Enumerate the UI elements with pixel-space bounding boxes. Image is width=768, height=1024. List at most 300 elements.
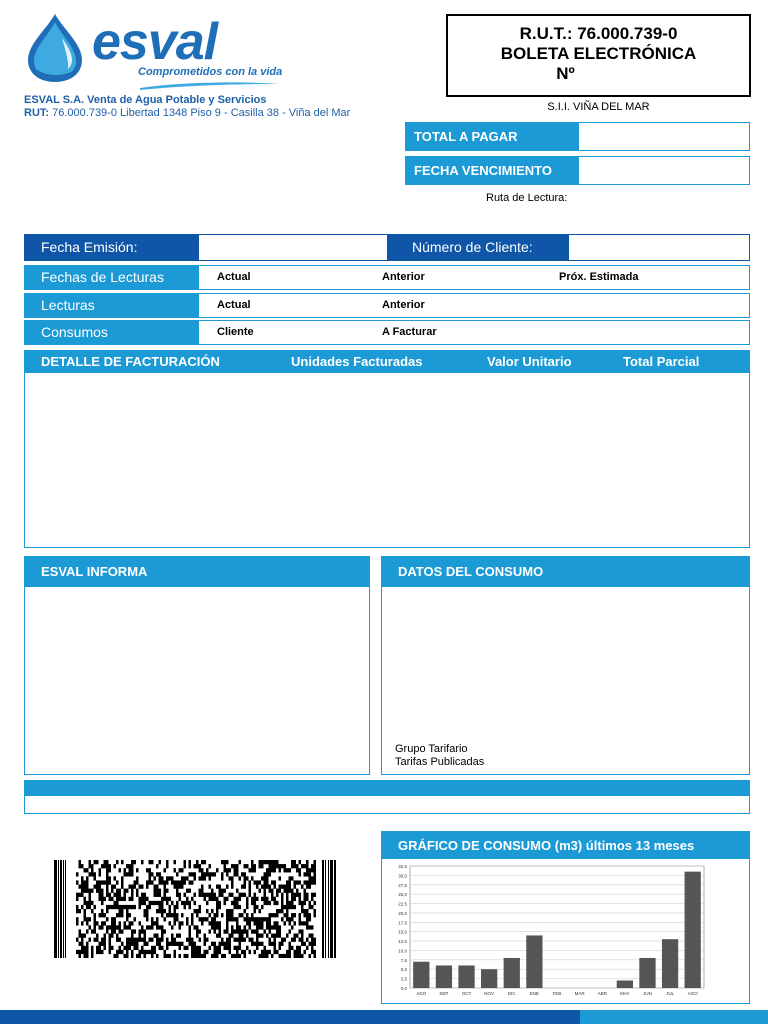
barcode-module [309,942,312,946]
barcode-module [224,954,227,958]
barcode-module [154,889,157,893]
barcode-module [306,885,309,889]
barcode-module [151,925,154,929]
barcode-module [161,938,164,942]
barcode-module [186,901,189,905]
chart-bar [662,939,678,988]
barcode-module [99,893,102,897]
barcode-module [174,917,177,921]
barcode-module [86,905,89,909]
consumos-label: Consumos [25,321,199,344]
barcode-module [96,889,99,893]
fecha-vencimiento-label: FECHA VENCIMIENTO [406,157,579,184]
barcode-module [159,905,162,909]
barcode-module [124,897,127,901]
barcode-module [264,860,267,864]
barcode-module [224,901,227,905]
barcode-module [191,880,194,884]
barcode-module [171,942,174,946]
barcode-module [176,885,179,889]
barcode-module [176,893,179,897]
barcode-module [291,913,294,917]
barcode-module [234,917,237,921]
barcode-module [81,889,84,893]
barcode-module [124,905,127,909]
barcode-module [141,893,144,897]
barcode-module [289,946,292,950]
consumos-row [24,320,750,345]
barcode-module [306,893,309,897]
barcode-module [104,913,107,917]
barcode-module [171,876,174,880]
barcode-module [149,880,152,884]
barcode-module [119,950,122,954]
barcode-module [294,950,297,954]
barcode-module [276,860,279,864]
barcode-module [141,860,144,864]
chart-plot-area [410,866,704,988]
barcode-module [101,901,104,905]
barcode-module [156,921,159,925]
barcode-module [239,934,242,938]
barcode-module [201,860,204,864]
barcode-module [254,917,257,921]
barcode-module [111,921,114,925]
barcode-module [226,860,229,864]
barcode-module [86,901,89,905]
barcode-module [264,880,267,884]
barcode-module [299,880,302,884]
barcode-module [209,897,212,901]
barcode-module [169,921,172,925]
barcode-module [159,889,162,893]
esval-drop-logo-icon [24,12,86,84]
barcode-module [251,868,254,872]
barcode-module [111,929,114,933]
barcode-module [81,942,84,946]
barcode-module [306,872,309,876]
barcode-module [76,905,79,909]
barcode-module [251,864,254,868]
barcode-module [179,954,182,958]
barcode-module [146,913,149,917]
barcode-module [284,921,287,925]
barcode-module [164,950,167,954]
barcode-module [299,860,302,864]
barcode-module [196,929,199,933]
barcode-module [204,860,207,864]
barcode-module [261,934,264,938]
barcode-module [119,925,122,929]
barcode-module [179,942,182,946]
barcode-module [169,909,172,913]
barcode-module [251,901,254,905]
barcode-module [306,921,309,925]
barcode-module [129,864,132,868]
barcode-module [164,889,167,893]
barcode-module [231,864,234,868]
barcode-module [176,901,179,905]
lecturas-anterior: Anterior [382,299,425,311]
barcode-module [204,893,207,897]
barcode-module [289,868,292,872]
logo-swoosh-icon [140,80,280,90]
barcode-module [261,942,264,946]
barcode-module [206,901,209,905]
barcode-module [306,925,309,929]
barcode-module [84,885,87,889]
barcode-module [171,901,174,905]
barcode-module [246,876,249,880]
barcode-module [309,876,312,880]
barcode-module [156,889,159,893]
barcode-module [246,897,249,901]
barcode-module [234,954,237,958]
barcode-module [121,905,124,909]
barcode-module [269,864,272,868]
barcode-module [94,929,97,933]
barcode-module [204,917,207,921]
barcode-module [294,905,297,909]
barcode-module [311,893,314,897]
barcode-module [216,868,219,872]
barcode-module [301,905,304,909]
barcode-module [106,909,109,913]
barcode-module [124,872,127,876]
barcode-module [129,868,132,872]
barcode-module [121,880,124,884]
barcode-module [79,954,82,958]
barcode-module [291,901,294,905]
barcode-module [249,950,252,954]
chart-bar [685,872,701,988]
barcode-module [191,913,194,917]
detalle-facturacion-section [24,350,750,548]
barcode-module [154,934,157,938]
barcode-module [214,929,217,933]
barcode-module [279,946,282,950]
barcode-module [204,872,207,876]
barcode-module [81,946,84,950]
barcode-module [131,942,134,946]
numero-cliente-label: Número de Cliente: [388,235,569,260]
barcode-module [294,938,297,942]
barcode-module [144,909,147,913]
mensaje-strip [24,780,750,814]
barcode-module [86,876,89,880]
barcode-module [181,942,184,946]
barcode-module [244,880,247,884]
barcode-module [119,938,122,942]
barcode-module [101,909,104,913]
barcode-module [179,868,182,872]
barcode-module [109,946,112,950]
barcode-module [264,950,267,954]
barcode-module [279,864,282,868]
barcode-module [256,917,259,921]
barcode-module [249,889,252,893]
barcode-module [231,934,234,938]
barcode-module [91,889,94,893]
barcode-module [199,917,202,921]
barcode-module [101,893,104,897]
barcode-module [239,946,242,950]
barcode-module [254,905,257,909]
barcode-module [161,925,164,929]
barcode-module [84,946,87,950]
lecturas-actual: Actual [217,299,251,311]
barcode-module [84,880,87,884]
barcode-module [284,889,287,893]
barcode-module [101,913,104,917]
barcode-module [106,872,109,876]
barcode-module [166,938,169,942]
barcode-module [264,885,267,889]
barcode-module [174,860,177,864]
barcode-module [214,950,217,954]
barcode-start-bar [54,860,57,958]
barcode-module [286,893,289,897]
barcode-module [129,938,132,942]
barcode-module [76,917,79,921]
barcode-module [159,925,162,929]
barcode-module [199,954,202,958]
barcode-module [124,954,127,958]
barcode-module [199,893,202,897]
barcode-module [226,946,229,950]
barcode-module [269,860,272,864]
barcode-module [299,897,302,901]
barcode-module [261,917,264,921]
barcode-module [166,897,169,901]
barcode-module [116,934,119,938]
barcode-module [91,946,94,950]
barcode-module [179,921,182,925]
chart-ytick-label: 12,5 [398,939,407,945]
chart-xtick-label: SEP [439,991,449,996]
barcode-module [156,938,159,942]
barcode-module [76,921,79,925]
barcode-module [204,950,207,954]
barcode-module [304,913,307,917]
barcode-module [106,876,109,880]
barcode-module [236,954,239,958]
fechas-lecturas-anterior: Anterior [382,271,425,283]
chart-ytick-label: 22,5 [398,901,407,907]
barcode-module [314,901,317,905]
barcode-module [289,950,292,954]
barcode-module [166,880,169,884]
barcode-module [144,950,147,954]
barcode-module [199,946,202,950]
barcode-module [84,897,87,901]
barcode-module [86,929,89,933]
barcode-module [281,905,284,909]
barcode-module [259,925,262,929]
barcode-module [231,880,234,884]
chart-xtick-label: MAR [574,991,585,996]
barcode-module [221,889,224,893]
barcode-module [296,864,299,868]
barcode-module [86,889,89,893]
barcode-module [81,934,84,938]
barcode-module [179,934,182,938]
barcode-module [216,897,219,901]
barcode-module [119,913,122,917]
barcode-module [166,901,169,905]
barcode-module [151,946,154,950]
barcode-module [211,942,214,946]
barcode-module [91,868,94,872]
barcode-module [176,872,179,876]
barcode-module [114,876,117,880]
barcode-module [249,880,252,884]
barcode-module [314,864,317,868]
barcode-module [226,909,229,913]
barcode-module [174,880,177,884]
barcode-module [136,946,139,950]
barcode-module [259,909,262,913]
barcode-module [226,925,229,929]
barcode-module [186,897,189,901]
barcode-module [141,929,144,933]
barcode-module [304,909,307,913]
barcode-module [226,929,229,933]
barcode-module [89,893,92,897]
barcode-module [204,876,207,880]
chart-ytick-label: 0,0 [400,986,407,991]
barcode-module [169,954,172,958]
barcode-module [129,946,132,950]
barcode-module [109,880,112,884]
chart-ytick-label: 32,5 [398,864,407,869]
barcode-module [301,864,304,868]
barcode-module [161,913,164,917]
barcode-module [181,885,184,889]
barcode-module [309,872,312,876]
barcode-module [216,921,219,925]
chart-ytick-label: 17,5 [398,920,407,926]
barcode-module [91,950,94,954]
chart-bar [617,980,633,988]
barcode-module [299,950,302,954]
barcode-module [79,860,82,864]
barcode-module [311,942,314,946]
barcode-module [259,934,262,938]
barcode-module [169,942,172,946]
barcode-module [231,901,234,905]
barcode-module [304,880,307,884]
barcode-module [161,905,164,909]
barcode-module [314,876,317,880]
barcode-module [266,885,269,889]
barcode-module [206,950,209,954]
barcode-module [126,864,129,868]
barcode-module [276,889,279,893]
barcode-module [146,885,149,889]
barcode-module [131,889,134,893]
fecha-vencimiento-row [405,156,750,185]
barcode-module [196,864,199,868]
barcode-module [189,889,192,893]
barcode-module [141,925,144,929]
barcode-module [234,872,237,876]
barcode-module [96,934,99,938]
barcode-module [279,954,282,958]
barcode-module [234,938,237,942]
barcode-module [279,925,282,929]
barcode-module [149,872,152,876]
barcode-module [281,864,284,868]
barcode-module [91,954,94,958]
barcode-module [289,942,292,946]
barcode-module [251,917,254,921]
barcode-module [91,864,94,868]
emision-cliente-row [24,234,750,261]
barcode-module [261,885,264,889]
barcode-module [176,913,179,917]
barcode-module [266,860,269,864]
barcode-module [196,909,199,913]
barcode-module [161,880,164,884]
barcode-module [106,905,109,909]
barcode-module [129,885,132,889]
barcode-module [154,946,157,950]
barcode-module [259,942,262,946]
barcode-module [109,876,112,880]
barcode-module [204,897,207,901]
rut-box [446,14,751,97]
barcode-module [161,909,164,913]
barcode-module [219,905,222,909]
barcode-module [269,872,272,876]
barcode-module [189,901,192,905]
barcode-module [286,901,289,905]
barcode-module [224,929,227,933]
barcode-module [226,872,229,876]
barcode-module [299,938,302,942]
barcode-module [209,913,212,917]
barcode-module [211,909,214,913]
barcode-module [176,880,179,884]
barcode-module [189,860,192,864]
barcode-module [131,934,134,938]
barcode-module [131,868,134,872]
barcode-module [261,954,264,958]
barcode-module [134,917,137,921]
barcode-module [164,897,167,901]
barcode-module [219,942,222,946]
ruta-lectura-label: Ruta de Lectura: [486,192,568,204]
barcode-module [146,942,149,946]
barcode-module [134,938,137,942]
barcode-module [291,860,294,864]
barcode-module [154,876,157,880]
barcode-module [231,893,234,897]
fechas-lecturas-proxima: Próx. Estimada [559,271,639,283]
barcode-module [106,880,109,884]
barcode-module [286,954,289,958]
barcode-module [246,905,249,909]
barcode-module [156,872,159,876]
chart-ytick-label: 20,0 [398,910,407,916]
barcode-module [214,946,217,950]
barcode-module [111,946,114,950]
barcode-module [139,901,142,905]
barcode-module [274,913,277,917]
barcode-module [229,913,232,917]
barcode-module [126,942,129,946]
